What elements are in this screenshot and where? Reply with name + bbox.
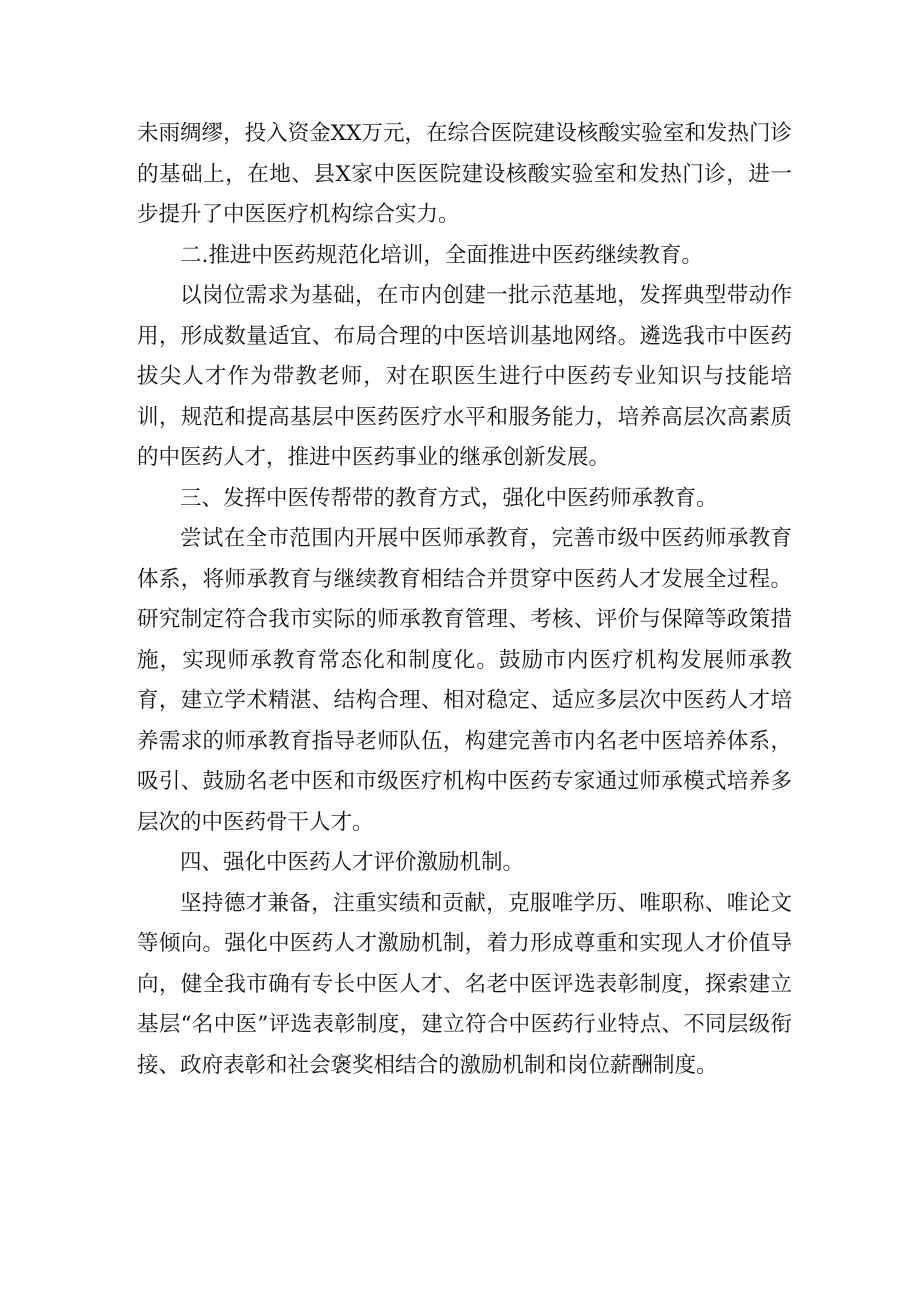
text-line: 鼓励名老中医和市级医疗机构中医药专家通过师承模式培养多层次 — [137, 769, 792, 835]
text-line: 研究制定符合我市实际的师承教育管理、考核、评价与保障等政策措 — [137, 607, 792, 632]
section-heading-3 — [137, 479, 792, 520]
text-line: 的中医药骨干人才。 — [180, 809, 374, 835]
document-body — [137, 114, 792, 1086]
text-line: 用，形成数量适宜、布局合理的中医培训基地网络。遴选我市中医药 — [137, 323, 792, 349]
text-line: 向，健全我市确有专长中医人才、名老中医评选表彰制度，探索建立 — [137, 971, 792, 997]
text-line: 尝试在全市范围内开展中医师承教育，完善市级中医药师承教育 — [180, 526, 792, 551]
text-line: 等倾向。强化中医药人才激励机制，着力形成尊重和实现人才价值导 — [137, 931, 792, 956]
text-line: 一步提升了中医医疗机构综合实力。 — [137, 161, 792, 227]
text-line: 体系，将师承教育与继续教育相结合并贯穿中医药人才发展全过程。 — [137, 566, 792, 592]
heading-text: 二.推进中医药规范化培训，全面推进中医药继续教育。 — [180, 242, 703, 268]
text-line: 以岗位需求为基础，在市内创建一批示范基地，发挥典型带动作 — [180, 283, 792, 308]
text-line: 拔尖人才作为带教老师，对在职医生进行中医药专业知识与技能培训， — [137, 364, 792, 430]
text-line: 建立学术精湛、结构合理、相对稳定、适应多层次中医药人才培养需 — [137, 688, 792, 754]
text-line: 诊的基础上，在地、县X家中医医院建设核酸实验室和发热门诊，进 — [137, 121, 792, 187]
text-line: 求的师承教育指导老师队伍，构建完善市内名老中医培养体系，吸引、 — [137, 728, 792, 794]
paragraph-continuation — [137, 114, 792, 236]
section-heading-4 — [137, 843, 792, 884]
paragraph-training — [137, 276, 792, 479]
text-line: 未雨绸缪，投入资金XX万元，在综合医院建设核酸实验室和发热门 — [137, 121, 771, 146]
heading-text: 三、发挥中医传帮带的教育方式，强化中医药师承教育。 — [180, 485, 718, 511]
heading-text: 四、强化中医药人才评价激励机制。 — [180, 850, 525, 875]
text-line: 施，实现师承教育常态化和制度化。鼓励市内医疗机构发展师承教育， — [137, 647, 792, 713]
section-heading-2 — [137, 236, 792, 277]
text-line: 医药人才，推进中医药事业的继承创新发展。 — [180, 445, 611, 470]
text-line: 衔接、政府表彰和社会褒奖相结合的激励机制和岗位薪酬制度。 — [137, 1012, 792, 1078]
paragraph-mentorship — [137, 519, 792, 843]
text-line: 坚持德才兼备，注重实绩和贡献，克服唯学历、唯职称、唯论文 — [180, 890, 792, 916]
text-line: 规范和提高基层中医药医疗水平和服务能力，培养高层次高素质的中 — [137, 404, 792, 470]
text-line: 基层“名中医”评选表彰制度，建立符合中医药行业特点、不同层级 — [137, 1012, 771, 1037]
paragraph-incentives — [137, 884, 792, 1087]
